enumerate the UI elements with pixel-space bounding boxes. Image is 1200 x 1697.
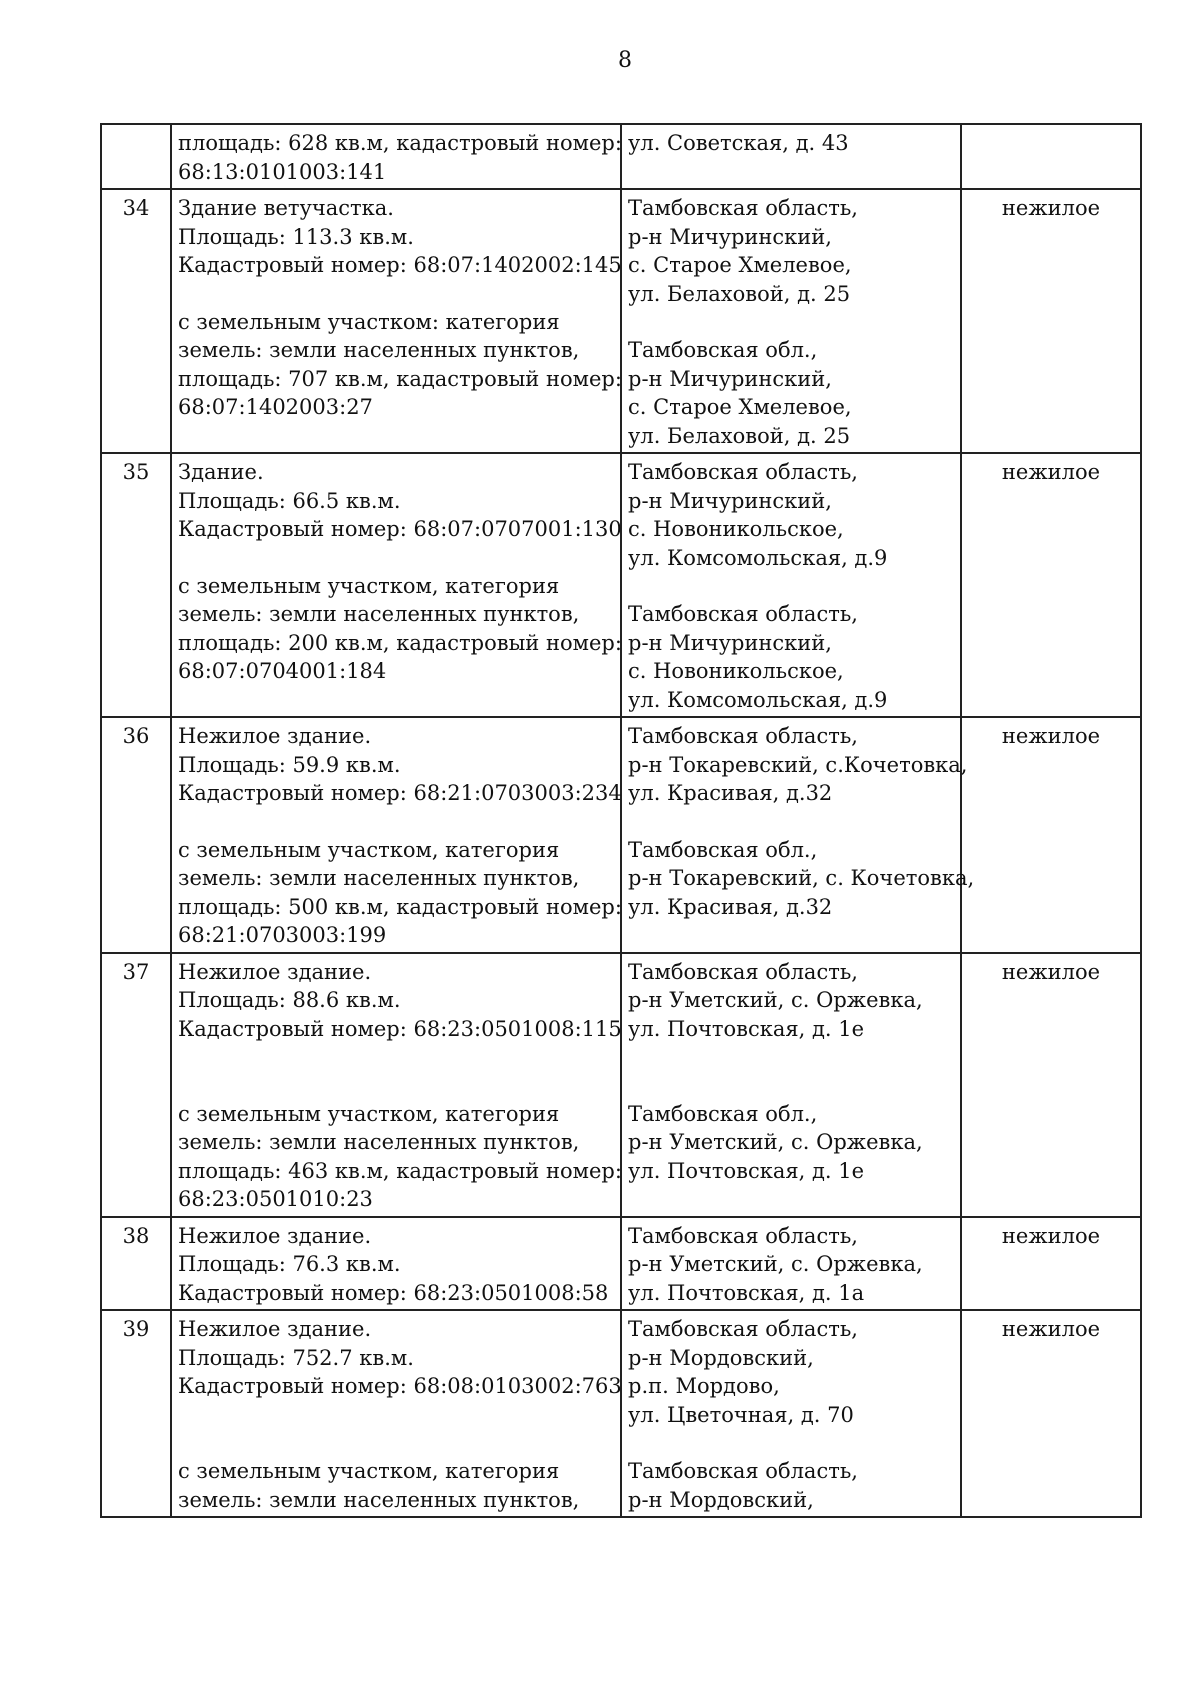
text-line: с земельным участком: категория <box>178 309 560 334</box>
text-line: площадь: 463 кв.м, кадастровый номер: <box>178 1158 622 1183</box>
text-line: земель: земли населенных пунктов, <box>178 1487 580 1512</box>
page-number: 8 <box>618 48 632 73</box>
object-description-block <box>178 1315 622 1429</box>
object-address-block <box>628 1457 954 1514</box>
text-line: с. Старое Хмелевое, <box>628 395 852 419</box>
text-line: ул. Красивая, д.32 <box>628 894 833 919</box>
object-description <box>171 124 621 189</box>
text-line: Тамбовская обл., <box>628 837 818 862</box>
text-line: Кадастровый номер: 68:23:0501008:58 <box>178 1280 609 1305</box>
table-row <box>101 453 1141 717</box>
text-line: 68:07:0704001:184 <box>178 659 387 683</box>
text-line: р-н Уметский, с. Оржевка, <box>628 988 923 1012</box>
text-line: Тамбовская область, <box>628 1223 858 1248</box>
text-line: 68:23:0501010:23 <box>178 1187 373 1211</box>
object-address <box>621 1310 961 1517</box>
text-line: с земельным участком, категория <box>178 1459 560 1483</box>
object-description <box>171 189 621 453</box>
object-description-block <box>178 958 622 1072</box>
text-line: Тамбовская обл., <box>628 1101 818 1126</box>
object-address-block <box>628 1100 954 1186</box>
row-number: 36 <box>101 717 171 953</box>
row-number: 38 <box>101 1217 171 1311</box>
text-line: Кадастровый номер: 68:21:0703003:234 <box>178 781 622 805</box>
text-line: земель: земли населенных пунктов, <box>178 338 580 362</box>
text-line: земель: земли населенных пунктов, <box>178 602 580 626</box>
object-description-block <box>178 458 622 544</box>
text-line: Тамбовская область, <box>628 602 858 626</box>
row-number: 34 <box>101 189 171 453</box>
table-row <box>101 953 1141 1217</box>
text-line: р-н Токаревский, с.Кочетовка, <box>628 752 968 777</box>
text-line: Тамбовская область, <box>628 1459 858 1483</box>
object-description <box>171 953 621 1217</box>
object-address <box>621 717 975 953</box>
text-line: площадь: 707 кв.м, кадастровый номер: <box>178 366 622 391</box>
object-address <box>621 453 961 717</box>
text-line: площадь: 628 кв.м, кадастровый номер: <box>178 131 622 155</box>
text-line: ул. Комсомольская, д.9 <box>628 687 888 712</box>
row-number: 35 <box>101 453 171 717</box>
text-line: ул. Белаховой, д. 25 <box>628 281 851 306</box>
object-type: нежилое <box>961 953 1141 1217</box>
text-line: р-н Токаревский, с. Кочетовка, <box>628 866 975 890</box>
object-description-block <box>178 129 622 186</box>
object-type: нежилое <box>961 453 1141 717</box>
text-line: Здание ветучастка. <box>178 196 394 220</box>
text-line: площадь: 200 кв.м, кадастровый номер: <box>178 630 622 655</box>
text-line: ул. Почтовская, д. 1а <box>628 1280 865 1305</box>
table-row <box>101 1310 1141 1517</box>
object-address-block <box>628 129 954 158</box>
property-table-body <box>101 124 1141 1517</box>
text-line: Кадастровый номер: 68:07:1402002:145 <box>178 253 622 277</box>
object-address <box>621 124 961 189</box>
text-line: с. Новоникольское, <box>628 517 844 541</box>
object-description-block <box>178 194 622 280</box>
object-description <box>171 453 621 717</box>
text-line: Тамбовская область, <box>628 460 858 484</box>
object-description <box>171 1217 621 1311</box>
text-line <box>628 1043 954 1072</box>
text-line: Площадь: 66.5 кв.м. <box>178 488 401 513</box>
object-address <box>621 1217 961 1311</box>
object-description <box>171 717 621 953</box>
object-address-block <box>628 722 968 808</box>
text-line: р.п. Мордово, <box>628 1374 780 1398</box>
object-type: нежилое <box>961 1310 1141 1517</box>
text-line: Кадастровый номер: 68:08:0103002:763 <box>178 1374 622 1398</box>
text-line: с. Новоникольское, <box>628 659 844 683</box>
text-line: земель: земли населенных пунктов, <box>178 866 580 890</box>
text-line: Тамбовская область, <box>628 724 858 748</box>
text-line <box>178 1401 614 1430</box>
row-number: 39 <box>101 1310 171 1517</box>
text-line: Кадастровый номер: 68:07:0707001:130 <box>178 517 622 541</box>
text-line: Площадь: 752.7 кв.м. <box>178 1345 414 1370</box>
object-type: нежилое <box>961 189 1141 453</box>
table-row <box>101 124 1141 189</box>
text-line: 68:07:1402003:27 <box>178 395 373 419</box>
object-description-block <box>178 1457 614 1514</box>
object-address-block <box>628 1222 954 1308</box>
object-address-block <box>628 836 975 922</box>
text-line: земель: земли населенных пунктов, <box>178 1130 580 1154</box>
object-description-block <box>178 308 622 422</box>
text-line: Площадь: 88.6 кв.м. <box>178 988 401 1012</box>
object-type: нежилое <box>961 717 1141 953</box>
object-address-block <box>628 336 954 450</box>
text-line: ул. Белаховой, д. 25 <box>628 423 851 448</box>
text-line: 68:13:0101003:141 <box>178 159 387 184</box>
text-line: р-н Мордовский, <box>628 1487 814 1512</box>
text-line: Кадастровый номер: 68:23:0501008:115 <box>178 1016 622 1041</box>
text-line: площадь: 500 кв.м, кадастровый номер: <box>178 894 622 919</box>
text-line: р-н Уметский, с. Оржевка, <box>628 1130 923 1154</box>
table-row <box>101 717 1141 953</box>
text-line: р-н Мичуринский, <box>628 630 832 655</box>
text-line: р-н Мичуринский, <box>628 224 832 249</box>
text-line: Тамбовская область, <box>628 1317 858 1341</box>
text-line: ул. Красивая, д.32 <box>628 781 833 805</box>
object-type <box>961 124 1141 189</box>
object-address <box>621 189 961 453</box>
text-line: Тамбовская область, <box>628 196 858 220</box>
object-description-block <box>178 1100 622 1214</box>
row-number <box>101 124 171 189</box>
table-row <box>101 189 1141 453</box>
text-line: Здание. <box>178 460 264 484</box>
text-line: с земельным участком, категория <box>178 1101 560 1126</box>
text-line: Тамбовская обл., <box>628 338 818 362</box>
object-address <box>621 953 961 1217</box>
text-line: ул. Цветочная, д. 70 <box>628 1402 854 1427</box>
text-line: ул. Почтовская, д. 1е <box>628 1016 865 1041</box>
text-line: с. Старое Хмелевое, <box>628 253 852 277</box>
text-line: Тамбовская область, <box>628 959 858 984</box>
object-description <box>171 1310 621 1517</box>
object-address-block <box>628 1315 954 1429</box>
text-line: Нежилое здание. <box>178 724 372 748</box>
row-number: 37 <box>101 953 171 1217</box>
text-line: р-н Уметский, с. Оржевка, <box>628 1252 923 1276</box>
object-description-block <box>178 572 622 686</box>
text-line: р-н Мичуринский, <box>628 366 832 391</box>
object-address-block <box>628 958 954 1072</box>
text-line: р-н Мордовский, <box>628 1345 814 1370</box>
object-description-block <box>178 722 622 808</box>
text-line: Площадь: 76.3 кв.м. <box>178 1252 401 1276</box>
object-description-block <box>178 836 622 950</box>
text-line: ул. Советская, д. 43 <box>628 131 849 155</box>
text-line: с земельным участком, категория <box>178 837 560 862</box>
text-line: Нежилое здание. <box>178 959 372 984</box>
object-address-block <box>628 600 954 714</box>
text-line: р-н Мичуринский, <box>628 488 832 513</box>
property-table <box>100 123 1142 1518</box>
text-line: Нежилое здание. <box>178 1317 372 1341</box>
table-row <box>101 1217 1141 1311</box>
object-address-block <box>628 458 954 572</box>
text-line: с земельным участком, категория <box>178 573 560 598</box>
text-line: ул. Почтовская, д. 1е <box>628 1158 865 1183</box>
object-type: нежилое <box>961 1217 1141 1311</box>
object-description-block <box>178 1222 614 1308</box>
text-line: Площадь: 113.3 кв.м. <box>178 224 414 249</box>
text-line: ул. Комсомольская, д.9 <box>628 545 888 570</box>
object-address-block <box>628 194 954 308</box>
text-line: Площадь: 59.9 кв.м. <box>178 752 401 777</box>
text-line: 68:21:0703003:199 <box>178 923 387 947</box>
text-line: Нежилое здание. <box>178 1223 372 1248</box>
text-line <box>178 1043 614 1072</box>
